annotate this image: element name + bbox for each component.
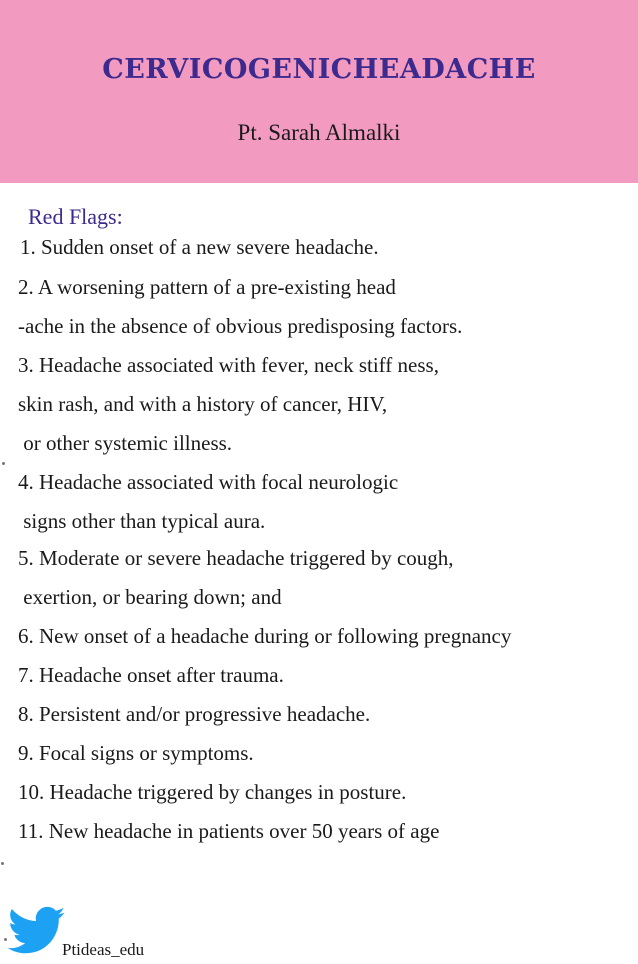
social-handle[interactable]: Ptideas_edu	[62, 940, 145, 959]
page-title: CERVICOGENICHEADACHE	[102, 54, 536, 85]
twitter-bird-icon	[8, 906, 66, 956]
flag-line: 6. New onset of a headache during or following pregnancy	[18, 624, 512, 648]
flag-line: skin rash, and with a history of cancer, HIV,	[18, 392, 388, 416]
flag-line: 5. Moderate or severe headache triggered by cough,	[18, 546, 454, 570]
flag-line: 1. Sudden onset of a new severe headache.	[20, 235, 379, 259]
flag-line: 8. Persistent and/or progressive headache.	[18, 702, 371, 726]
scan-speck	[1, 862, 4, 865]
flag-line: signs other than typical aura.	[18, 509, 266, 533]
flag-line: 11. New headache in patients over 50 years of age	[18, 819, 440, 843]
flag-line: 10. Headache triggered by changes in posture.	[18, 780, 407, 804]
section-label-red-flags: Red Flags:	[28, 204, 123, 229]
flag-line: 2. A worsening pattern of a pre-existing head	[18, 275, 396, 299]
flag-line: 7. Headache onset after trauma.	[18, 663, 284, 687]
flag-line: or other systemic illness.	[18, 431, 233, 455]
scan-speck	[4, 938, 7, 941]
flag-line: 9. Focal signs or symptoms.	[18, 741, 254, 765]
flag-line: 3. Headache associated with fever, neck stiff ness,	[18, 353, 439, 377]
scan-speck	[2, 462, 5, 465]
header-banner	[0, 0, 638, 183]
author-name: Pt. Sarah Almalki	[237, 120, 401, 145]
flag-line: 4. Headache associated with focal neurologic	[18, 470, 399, 494]
flag-line: exertion, or bearing down; and	[18, 585, 282, 609]
flag-line: -ache in the absence of obvious predisposing factors.	[18, 314, 463, 338]
